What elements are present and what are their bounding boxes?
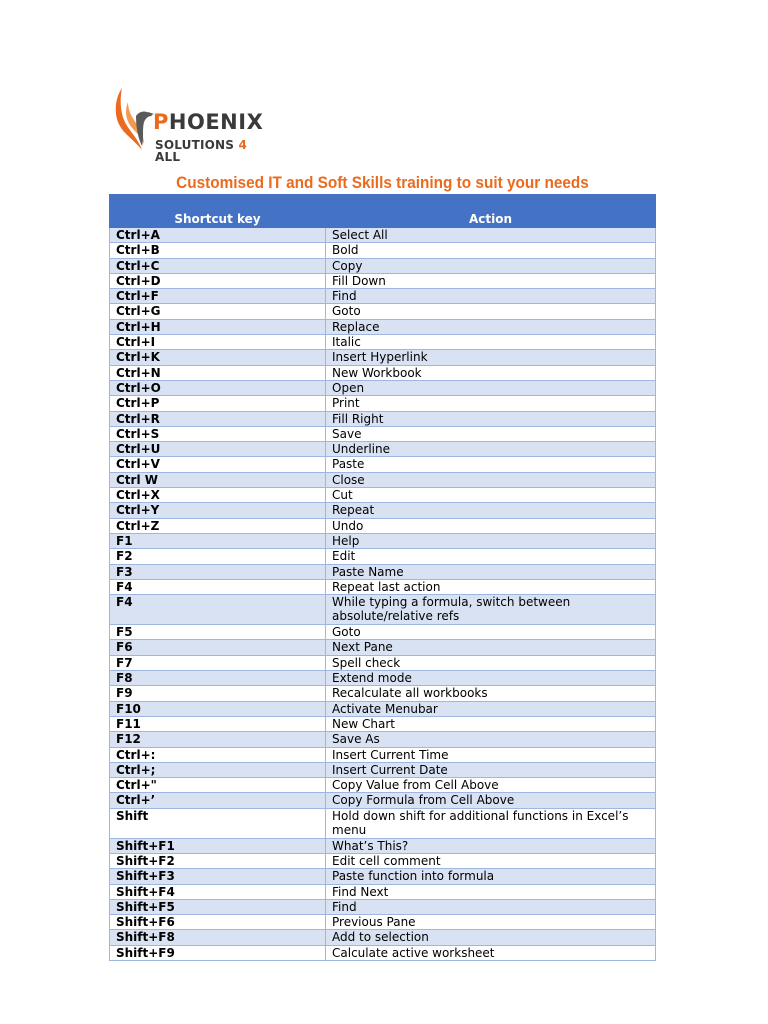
shortcut-key-cell: Ctrl+S (110, 426, 326, 441)
action-cell: Paste (326, 457, 656, 472)
header-action: Action (326, 195, 656, 228)
shortcut-key-cell: F4 (110, 579, 326, 594)
table-row (110, 869, 656, 884)
table-row (110, 426, 656, 441)
table-row (110, 655, 656, 670)
table-row (110, 899, 656, 914)
action-cell: Open (326, 380, 656, 395)
table-row (110, 472, 656, 487)
action-cell: Copy (326, 258, 656, 273)
phoenix-bird-icon (112, 86, 156, 156)
shortcut-key-cell: Shift (110, 808, 326, 838)
table-row (110, 533, 656, 548)
shortcut-key-cell: F7 (110, 655, 326, 670)
action-cell: Replace (326, 319, 656, 334)
action-cell: New Chart (326, 716, 656, 731)
action-cell: Insert Hyperlink (326, 350, 656, 365)
shortcut-key-cell: Ctrl+Z (110, 518, 326, 533)
shortcut-key-cell: Ctrl+R (110, 411, 326, 426)
action-cell: Extend mode (326, 671, 656, 686)
action-cell: New Workbook (326, 365, 656, 380)
table-row (110, 762, 656, 777)
shortcut-key-cell: F4 (110, 595, 326, 625)
action-cell: Find Next (326, 884, 656, 899)
action-cell: Undo (326, 518, 656, 533)
shortcut-key-cell: Shift+F3 (110, 869, 326, 884)
shortcut-key-cell: Ctrl W (110, 472, 326, 487)
shortcut-key-cell: F3 (110, 564, 326, 579)
shortcut-key-cell: Shift+F1 (110, 838, 326, 853)
table-row (110, 945, 656, 960)
table-row (110, 289, 656, 304)
table-row (110, 671, 656, 686)
shortcut-key-cell: Ctrl+B (110, 243, 326, 258)
shortcut-key-cell: F8 (110, 671, 326, 686)
action-cell: Insert Current Date (326, 762, 656, 777)
table-row (110, 884, 656, 899)
shortcut-key-cell: Shift+F9 (110, 945, 326, 960)
action-cell: Activate Menubar (326, 701, 656, 716)
action-cell: Edit cell comment (326, 853, 656, 868)
action-cell: Repeat (326, 503, 656, 518)
table-row (110, 243, 656, 258)
table-row (110, 258, 656, 273)
shortcut-key-cell: Ctrl+N (110, 365, 326, 380)
table-row (110, 701, 656, 716)
table-row (110, 319, 656, 334)
table-row (110, 838, 656, 853)
shortcut-key-cell: Ctrl+P (110, 396, 326, 411)
shortcut-key-cell: F10 (110, 701, 326, 716)
shortcut-key-cell: Ctrl+: (110, 747, 326, 762)
action-cell: Fill Down (326, 273, 656, 288)
shortcut-key-cell: Ctrl+V (110, 457, 326, 472)
table-row (110, 564, 656, 579)
brand-subtitle: SOLUTIONS 4 ALL (155, 138, 248, 164)
action-cell: Save As (326, 732, 656, 747)
action-cell: Save (326, 426, 656, 441)
table-row (110, 365, 656, 380)
shortcut-key-cell: Ctrl+I (110, 335, 326, 350)
shortcut-key-cell: Shift+F6 (110, 915, 326, 930)
table-row (110, 686, 656, 701)
shortcut-key-cell: Ctrl+G (110, 304, 326, 319)
table-row (110, 304, 656, 319)
action-cell: Bold (326, 243, 656, 258)
table-row (110, 595, 656, 625)
shortcut-key-cell: F5 (110, 625, 326, 640)
shortcut-key-cell: Ctrl+; (110, 762, 326, 777)
shortcut-key-cell: F1 (110, 533, 326, 548)
shortcut-key-cell: Ctrl+’ (110, 793, 326, 808)
shortcut-key-cell: Shift+F5 (110, 899, 326, 914)
action-cell: Select All (326, 228, 656, 243)
table-row (110, 335, 656, 350)
action-cell: Edit (326, 549, 656, 564)
shortcut-key-cell: F9 (110, 686, 326, 701)
action-cell: Hold down shift for additional functions in Excel’s menu (326, 808, 656, 838)
action-cell: Close (326, 472, 656, 487)
shortcut-key-cell: Ctrl+" (110, 778, 326, 793)
table-row (110, 488, 656, 503)
table-row (110, 411, 656, 426)
action-cell: Repeat last action (326, 579, 656, 594)
shortcut-key-cell: Ctrl+F (110, 289, 326, 304)
table-row (110, 915, 656, 930)
action-cell: Next Pane (326, 640, 656, 655)
shortcut-key-cell: Shift+F8 (110, 930, 326, 945)
action-cell: While typing a formula, switch between absolute/relative refs (326, 595, 656, 625)
action-cell: Add to selection (326, 930, 656, 945)
action-cell: Print (326, 396, 656, 411)
table-row (110, 457, 656, 472)
header-shortcut-key: Shortcut key (110, 195, 326, 228)
action-cell: Paste function into formula (326, 869, 656, 884)
table-row (110, 503, 656, 518)
table-row (110, 747, 656, 762)
action-cell: Find (326, 289, 656, 304)
phoenix-logo (112, 86, 272, 164)
action-cell: Insert Current Time (326, 747, 656, 762)
tagline: Customised IT and Soft Skills training to suit your needs (176, 174, 589, 192)
shortcut-key-cell: F6 (110, 640, 326, 655)
table-row (110, 808, 656, 838)
action-cell: Copy Value from Cell Above (326, 778, 656, 793)
table-row (110, 640, 656, 655)
table-row (110, 273, 656, 288)
shortcut-key-cell: Shift+F2 (110, 853, 326, 868)
shortcut-key-cell: Ctrl+O (110, 380, 326, 395)
shortcut-table (109, 194, 656, 961)
shortcut-key-cell: F11 (110, 716, 326, 731)
action-cell: Underline (326, 442, 656, 457)
table-row (110, 350, 656, 365)
action-cell: Calculate active worksheet (326, 945, 656, 960)
action-cell: Spell check (326, 655, 656, 670)
shortcut-key-cell: Ctrl+C (110, 258, 326, 273)
action-cell: Goto (326, 304, 656, 319)
table-row (110, 732, 656, 747)
shortcut-key-cell: F12 (110, 732, 326, 747)
table-row (110, 228, 656, 243)
action-cell: Paste Name (326, 564, 656, 579)
shortcut-key-cell: Ctrl+H (110, 319, 326, 334)
table-row (110, 853, 656, 868)
action-cell: Fill Right (326, 411, 656, 426)
shortcut-key-cell: Ctrl+U (110, 442, 326, 457)
action-cell: Italic (326, 335, 656, 350)
shortcut-key-cell: Ctrl+K (110, 350, 326, 365)
action-cell: Recalculate all workbooks (326, 686, 656, 701)
table-row (110, 716, 656, 731)
action-cell: Goto (326, 625, 656, 640)
table-row (110, 396, 656, 411)
table-row (110, 625, 656, 640)
shortcut-key-cell: Ctrl+X (110, 488, 326, 503)
table-row (110, 793, 656, 808)
shortcut-key-cell: Ctrl+D (110, 273, 326, 288)
table-header-row (110, 195, 656, 228)
table-row (110, 380, 656, 395)
action-cell: Cut (326, 488, 656, 503)
table-body (110, 228, 656, 961)
action-cell: Copy Formula from Cell Above (326, 793, 656, 808)
table-row (110, 579, 656, 594)
action-cell: Help (326, 533, 656, 548)
shortcut-key-cell: F2 (110, 549, 326, 564)
shortcut-key-cell: Ctrl+Y (110, 503, 326, 518)
table-row (110, 930, 656, 945)
action-cell: Find (326, 899, 656, 914)
shortcut-key-cell: Shift+F4 (110, 884, 326, 899)
brand-name: PHOENIX (153, 110, 264, 134)
table-row (110, 442, 656, 457)
table-row (110, 778, 656, 793)
table-row (110, 518, 656, 533)
shortcut-key-cell: Ctrl+A (110, 228, 326, 243)
action-cell: Previous Pane (326, 915, 656, 930)
table-row (110, 549, 656, 564)
action-cell: What’s This? (326, 838, 656, 853)
